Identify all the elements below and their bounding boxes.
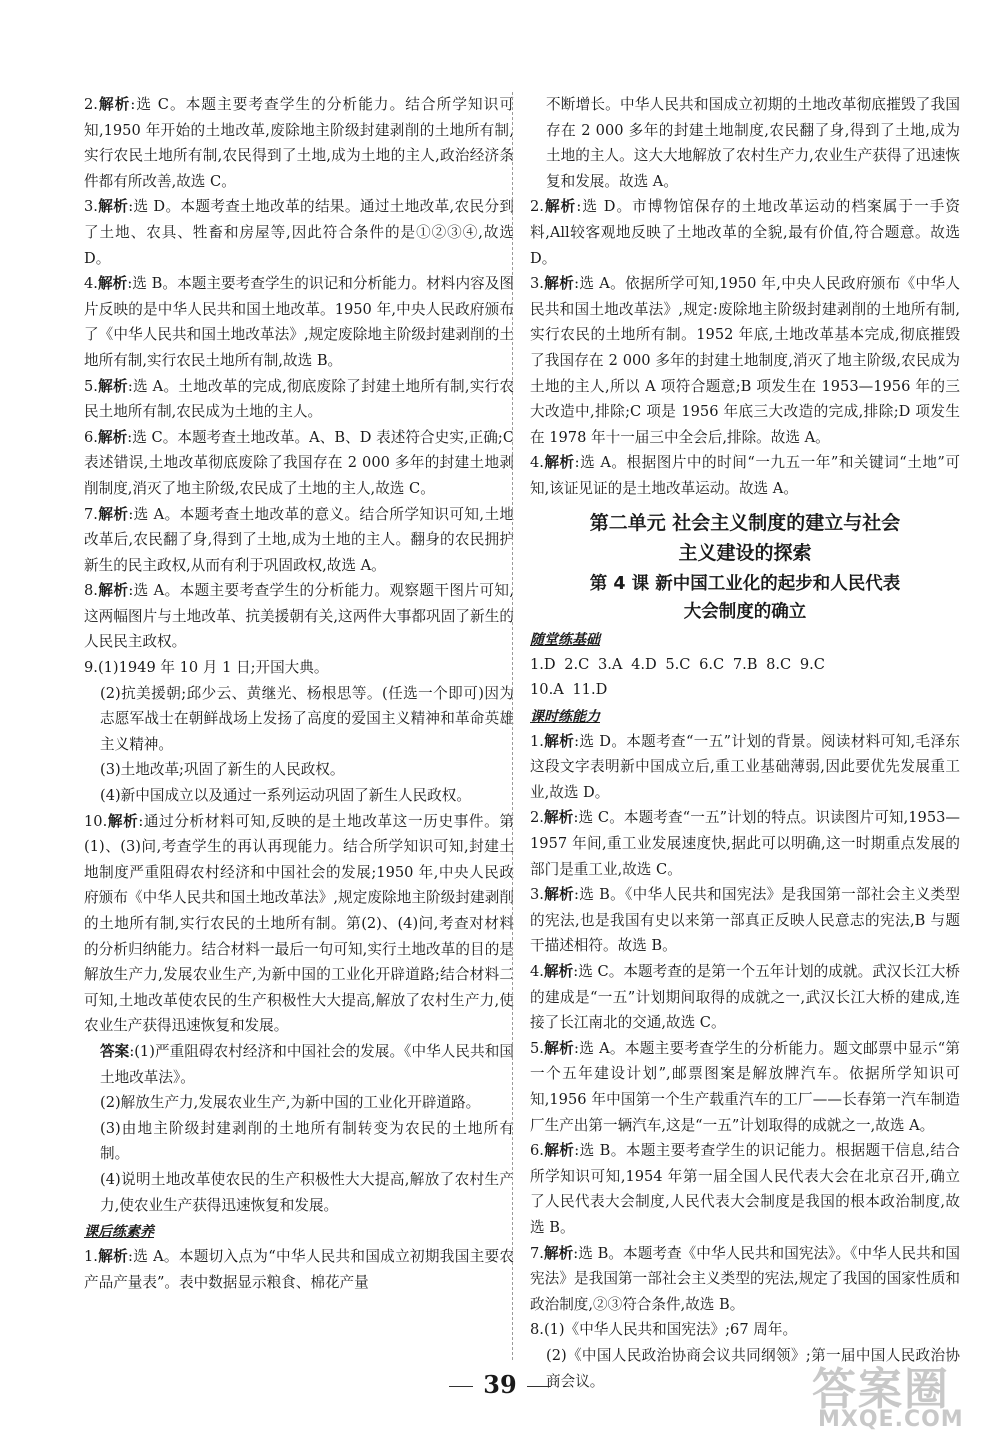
- item-text: :选 A。本题切入点为“中华人民共和国成立初期我国主要农产品产量表”。表中数据显示粮食、棉花产量: [84, 1248, 514, 1291]
- right-column: [530, 92, 960, 1394]
- item-keyword: 解析: [543, 1039, 575, 1057]
- item-number: 3.: [84, 198, 98, 216]
- item-text: (1)1949 年 10 月 1 日;开国大典。: [97, 659, 329, 677]
- sub-answer: (2)抗美援朝;邱少云、黄继光、杨根思等。(任选一个即可)因为志愿军战士在朝鲜战场上发扬了高度的爱国主义精神和革命英雄主义精神。: [100, 684, 514, 753]
- section-heading-ability: 课时练能力: [530, 708, 600, 725]
- item-text: :选 D。市博物馆保存的土地改革运动的档案属于一手资料,All较客观地反映了土地改革的全貌,最有价值,符合题意。故选 D。: [530, 198, 960, 267]
- q10-analysis: [84, 809, 514, 1039]
- answer-text: :(1)严重阻碍农村经济和中国社会的发展。《中华人民共和国土地改革法》。: [100, 1042, 514, 1086]
- question-item: [530, 959, 960, 1036]
- answer-keyword: 答案: [100, 1042, 130, 1060]
- question-item: [84, 655, 514, 681]
- item-number: 2.: [84, 96, 98, 113]
- item-number: 7.: [84, 505, 98, 523]
- item-keyword: 解析: [97, 505, 129, 523]
- item-keyword: 解析: [543, 1142, 575, 1160]
- watermark-url: MXQE.COM: [818, 1407, 964, 1432]
- right-bottom-items: [530, 729, 960, 1343]
- item-number: 4.: [530, 454, 544, 472]
- item-number: 3.: [530, 275, 544, 293]
- sub-answer: (2)解放生产力,发展农业生产,为新中国的工业化开辟道路。: [100, 1094, 481, 1112]
- question-item: [84, 425, 514, 502]
- sub-answer: (2)《中国人民政治协商会议共同纲领》;第一届中国人民政治协商会议。: [546, 1346, 960, 1390]
- question-item: [530, 450, 960, 501]
- item-keyword: 解析: [543, 454, 575, 472]
- item-keyword: 解析: [543, 198, 577, 216]
- item-keyword: 解析: [97, 1248, 129, 1266]
- item-number: 5.: [84, 377, 98, 395]
- item-text: :选 A。根据图片中的时间“一九五一年”和关键词“土地”可知,该证见证的是土地改革运动。故选 A。: [530, 454, 960, 497]
- item-number: 2.: [530, 198, 544, 216]
- question-item: [530, 194, 960, 271]
- item-number: 2.: [530, 809, 544, 827]
- lesson-title: [530, 570, 960, 626]
- item-number: 3.: [530, 886, 544, 904]
- item-keyword: 解析: [543, 732, 575, 750]
- item-text: :选 C。本题考查“一五”计划的特点。识读图片可知,1953—1957 年间,重工业发展速度快,据此可以明确,这一时期重点发展的部门是重工业,故选 C。: [530, 809, 960, 878]
- unit-title: [530, 508, 960, 568]
- after-class-items: [84, 1244, 514, 1295]
- item-text: :选 A。依据所学可知,1950 年,中央人民政府颁布《中华人民共和国土地改革法》,规定:废除地主阶级封建剥削的土地所有制,实行农民的土地所有制。1952 年底,土地改革基本完成,彻底摧毁了我国存在 2 000 多年的封建土地制度,消灭了地主阶级,农民成为土地的主人,所以 A 项符合题意;B 项发生在 1953—1956 年的三大改造中,排除;C 项是 1956 年底三大改造的完成,排除;D 项发生在 1978 年十一届三中全会后,排除。故选 A。: [530, 275, 960, 446]
- item-text: :选 A。本题考查土地改革的意义。结合所学知识可知,土地改革后,农民翻了身,得到了土地,成为土地的主人。翻身的农民拥护新生的民主政权,从而有利于巩固政权,故选 A。: [84, 505, 514, 574]
- item-keyword: 解析: [97, 96, 131, 113]
- question-item: [530, 882, 960, 959]
- item-keyword: 解析: [543, 963, 574, 981]
- choice-answers-line-1: 1.D 2.C 3.A 4.D 5.C 6.C 7.B 8.C 9.C: [530, 655, 825, 673]
- item-keyword: 解析: [543, 1244, 574, 1262]
- section-heading-basic: 随堂练基础: [530, 631, 600, 648]
- sub-answer: (3)由地主阶级封建剥削的土地所有制转变为农民的土地所有制。: [100, 1119, 514, 1163]
- item-text: :选 B。本题主要考查学生的识记能力。根据题干信息,结合所学知识可知,1954 年第一届全国人民代表大会在北京召开,确立了人民代表大会制度,人民代表大会制度是我国的根本政治制度,故选 B。: [530, 1142, 960, 1236]
- item-keyword: 解析: [107, 812, 139, 830]
- item-text: :选 C。本题主要考查学生的分析能力。结合所学知识可知,1950 年开始的土地改革,废除地主阶级封建剥削的土地所有制,实行农民土地所有制,农民得到了土地,成为土地的主人,政治经济条件都有所改善,故选 C。: [84, 96, 514, 190]
- sub-answer: (4)说明土地改革使农民的生产积极性大大提高,解放了农村生产力,使农业生产获得迅速恢复和发展。: [100, 1170, 514, 1214]
- question-item: [530, 1036, 960, 1138]
- item-text: :选 B。本题考查《中华人民共和国宪法》。《中华人民共和国宪法》是我国第一部社会主义类型的宪法,规定了我国的国家性质和政治制度,②③符合条件,故选 B。: [530, 1244, 960, 1313]
- left-items: [84, 92, 514, 681]
- section-heading-after-class: 课后练素养: [84, 1224, 154, 1241]
- item-number: 7.: [530, 1244, 544, 1262]
- unit-title-line-2: 主义建设的探索: [678, 541, 812, 564]
- item-number: 4.: [530, 963, 544, 981]
- item-keyword: 解析: [97, 428, 128, 446]
- item-number: 4.: [84, 275, 98, 293]
- item-text: :选 C。本题考查的是第一个五年计划的成就。武汉长江大桥的建成是“一五”计划期间取得的成就之一,武汉长江大桥的建成,连接了长江南北的交通,故选 C。: [530, 963, 960, 1032]
- item-keyword: 解析: [97, 198, 129, 216]
- unit-title-line-1: 第二单元 社会主义制度的建立与社会: [589, 511, 901, 534]
- watermark-text: 答案圈: [812, 1364, 950, 1415]
- question-item: [84, 1244, 514, 1295]
- item-keyword: 解析: [543, 275, 575, 293]
- question-item: [530, 1138, 960, 1240]
- item-keyword: 解析: [543, 886, 575, 904]
- question-item: [530, 1241, 960, 1318]
- watermark-logo: [812, 1345, 992, 1435]
- item-number: 5.: [530, 1039, 544, 1057]
- footer-dash-right: [527, 1386, 551, 1387]
- item-number: 6.: [530, 1142, 544, 1160]
- question-item: [530, 271, 960, 450]
- lesson-title-line-2: 大会制度的确立: [683, 601, 807, 622]
- item-keyword: 解析: [543, 809, 574, 827]
- item-text: :选 A。本题主要考查学生的分析能力。观察题干图片可知,这两幅图片与土地改革、抗美援朝有关,这两件大事都巩固了新生的人民民主政权。: [84, 582, 514, 651]
- item-number: 8.: [530, 1321, 544, 1339]
- footer-dash-left: [449, 1386, 473, 1387]
- question-item: [84, 502, 514, 579]
- q10-answer: [84, 1039, 514, 1090]
- lesson-title-line-1: 第 4 课 新中国工业化的起步和人民代表: [589, 573, 901, 594]
- item-text: (1)《中华人民共和国宪法》;67 周年。: [543, 1321, 798, 1339]
- sub-answer: (4)新中国成立以及通过一系列运动巩固了新生人民政权。: [100, 787, 471, 805]
- item-text: :选 A。本题主要考查学生的分析能力。题文邮票中显示“第一个五年建设计划”,邮票图案是解放牌汽车。依据所学知识可知,1956 年中国第一个生产载重汽车的工厂——长春第一汽车制造厂生产出第一辆汽车,这是“一五”计划取得的成就之一,故选 A。: [530, 1039, 960, 1134]
- item-text: :选 B。《中华人民共和国宪法》是我国第一部社会主义类型的宪法,也是我国有史以来第一部真正反映人民意志的宪法,B 与题干描述相符。故选 B。: [530, 886, 960, 955]
- question-item: [84, 194, 514, 271]
- item-text: :选 D。本题考查“一五”计划的背景。阅读材料可知,毛泽东这段文字表明新中国成立后,重工业基础薄弱,因此要优先发展重工业,故选 D。: [530, 732, 960, 801]
- q10-sub-answers: [84, 1090, 514, 1218]
- sub-answer: (3)土地改革;巩固了新生的人民政权。: [100, 761, 345, 779]
- continued-text: 不断增长。中华人民共和国成立初期的土地改革彻底摧毁了我国存在 2 000 多年的封建土地制度,农民翻了身,得到了土地,成为土地的主人。这大大地解放了农村生产力,农业生产获得了迅速恢复和发展。故选 A。: [546, 96, 960, 190]
- question-item: [530, 729, 960, 806]
- page-number: 39: [483, 1370, 517, 1399]
- item-text: :选 C。本题考查土地改革。A、B、D 表述符合史实,正确;C 表述错误,土地改革彻底废除了我国存在 2 000 多年的封建土地剥削制度,消灭了地主阶级,农民成了土地的主人,故选 C。: [84, 428, 514, 497]
- choice-answers-line-2: 10.A 11.D: [530, 681, 608, 699]
- item-text: :选 B。本题主要考查学生的识记和分析能力。材料内容及图片反映的是中华人民共和国土地改革。1950 年,中央人民政府颁布了《中华人民共和国土地改革法》,规定废除地主阶级封建剥削的土地所有制,实行农民土地所有制,故选 B。: [84, 275, 514, 369]
- item-number: 6.: [84, 428, 98, 446]
- item-keyword: 解析: [97, 377, 128, 395]
- item-keyword: 解析: [97, 582, 129, 600]
- question-item: [530, 1317, 960, 1343]
- item-number: 10.: [84, 812, 108, 830]
- item-number: 1.: [84, 1248, 98, 1266]
- question-item: [84, 271, 514, 373]
- item-text: :选 D。本题考查土地改革的结果。通过土地改革,农民分到了土地、农具、牲畜和房屋等,因此符合条件的是①②③④,故选 D。: [84, 198, 514, 267]
- left-column: [84, 92, 514, 1295]
- item-text: :通过分析材料可知,反映的是土地改革这一历史事件。第(1)、(3)问,考查学生的再认再现能力。结合所学知识可知,封建土地制度严重阻碍农村经济和中国社会的发展;1950 年,中央人民政府颁布《中华人民共和国土地改革法》,规定废除地主阶级封建剥削的土地所有制,实行农民的土地所有制。第(2)、(4)问,考查对材料的分析归纳能力。结合材料一最后一句可知,实行土地改革的目的是解放生产力,发展农业生产,为新中国的工业化开辟道路;结合材料二可知,土地改革使农民的生产积极性大大提高,解放了农村生产力,使农业生产获得迅速恢复和发展。: [84, 812, 514, 1035]
- item-keyword: 解析: [97, 275, 128, 293]
- item-number: 1.: [530, 732, 544, 750]
- q9-sub-answers: [84, 681, 514, 809]
- question-item: [84, 578, 514, 655]
- item-number: 8.: [84, 582, 98, 600]
- right-top-items: [530, 194, 960, 501]
- item-text: :选 A。土地改革的完成,彻底废除了封建土地所有制,实行农民土地所有制,农民成为土地的主人。: [84, 377, 514, 421]
- item-number: 9.: [84, 659, 98, 677]
- question-item: [84, 374, 514, 425]
- question-item: [530, 805, 960, 882]
- column-divider: [512, 92, 514, 1360]
- question-item: [84, 92, 514, 194]
